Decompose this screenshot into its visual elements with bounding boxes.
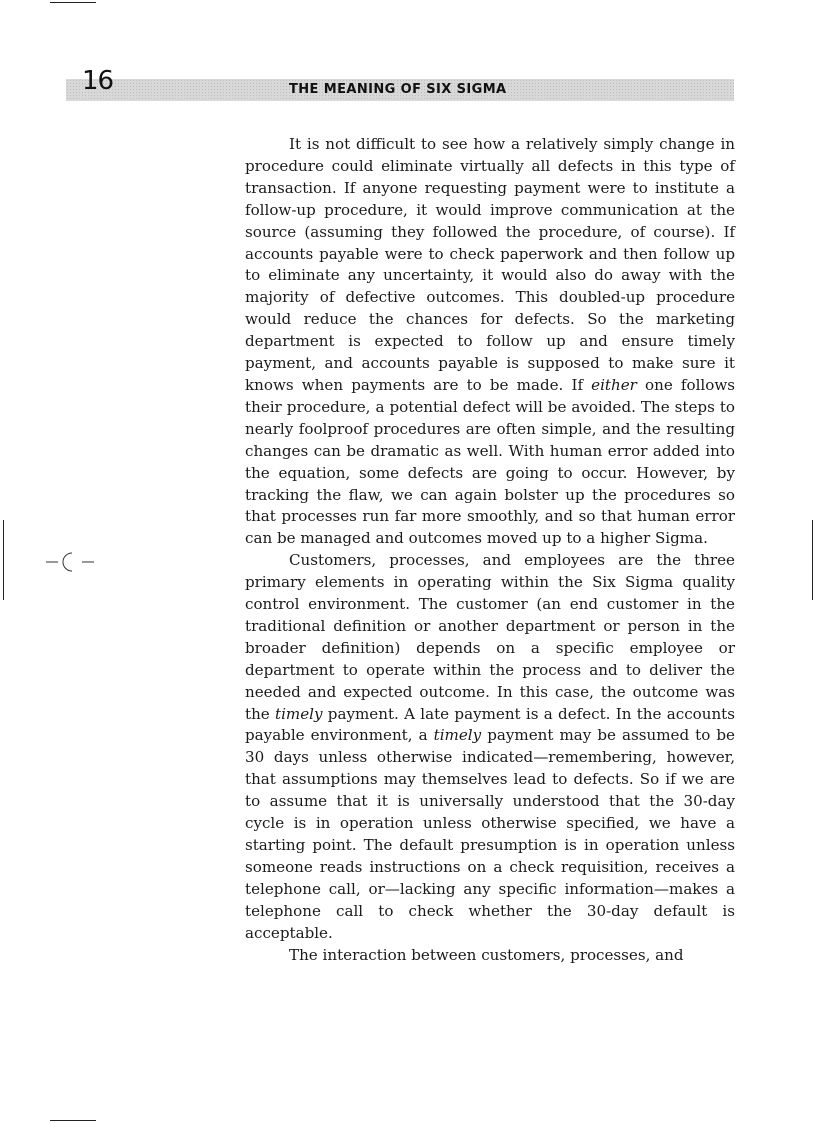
paragraph	[245, 550, 735, 944]
text-segment: It is not difficult to see how a relatively simply change in procedure could eliminate virtually all defects in this type of transaction. If anyone requesting payment were to institute a follow-up procedure, it would improve communication at the source (assuming they followed the procedure, of course). If accounts payable were to check paperwork and then follow up to eliminate any uncertainty, it would also do away with the majority of defective outcomes. This doubled-up procedure would reduce the chances for defects. So the marketing department is expected to follow up and ensure timely payment, and accounts payable is supposed to make sure it knows when payments are to be made. If	[245, 135, 735, 394]
running-title: THE MEANING OF SIX SIGMA	[289, 82, 507, 97]
crop-mark-top-left	[50, 2, 96, 3]
text-segment: one follows their procedure, a potential defect will be avoided. The steps to nearly foolproof procedures are often simple, and the resulting changes can be dramatic as well. With human error added into the equation, some defects are going to occur. However, by tracking the flaw, we can again bolster up the procedures so that processes run far more smoothly, and so that human error can be managed and outcomes moved up to a higher Sigma.	[245, 375, 735, 548]
italic-text: either	[591, 375, 637, 394]
text-segment: Customers, processes, and employees are the three primary elements in operating within the Six Sigma quality control environment. The customer (an end customer in the traditional definition or another department or person in the broader definition) depends on a specific employee or department to operate within the process and to deliver the needed and expected outcome. In this case, the outcome was the	[245, 551, 735, 723]
registration-line-right	[812, 520, 813, 600]
registration-target-icon	[46, 550, 96, 574]
italic-text: timely	[275, 704, 323, 723]
page-number: 16	[82, 66, 114, 96]
paragraph	[245, 134, 735, 550]
text-segment: payment. A late payment is a defect. In the accounts payable environment, a	[245, 704, 735, 745]
body-text	[245, 134, 735, 966]
registration-line-left	[3, 520, 4, 600]
paragraph	[245, 945, 735, 967]
crop-mark-bottom-left	[50, 1120, 96, 1121]
italic-text: timely	[433, 726, 482, 745]
text-segment: payment may be assumed to be 30 days unless otherwise indicated—remembering, however, that assumptions may themselves lead to defects. So if we are to assume that it is universally understood that the 30-day cycle is in operation unless otherwise specified, we have a starting point. The default presumption is in operation unless someone reads instructions on a check requisition, receives a telephone call, or—lacking any specific information—makes a telephone call to check whether the 30-day default is acceptable.	[245, 726, 735, 942]
text-segment: The interaction between customers, processes, and	[289, 945, 684, 964]
